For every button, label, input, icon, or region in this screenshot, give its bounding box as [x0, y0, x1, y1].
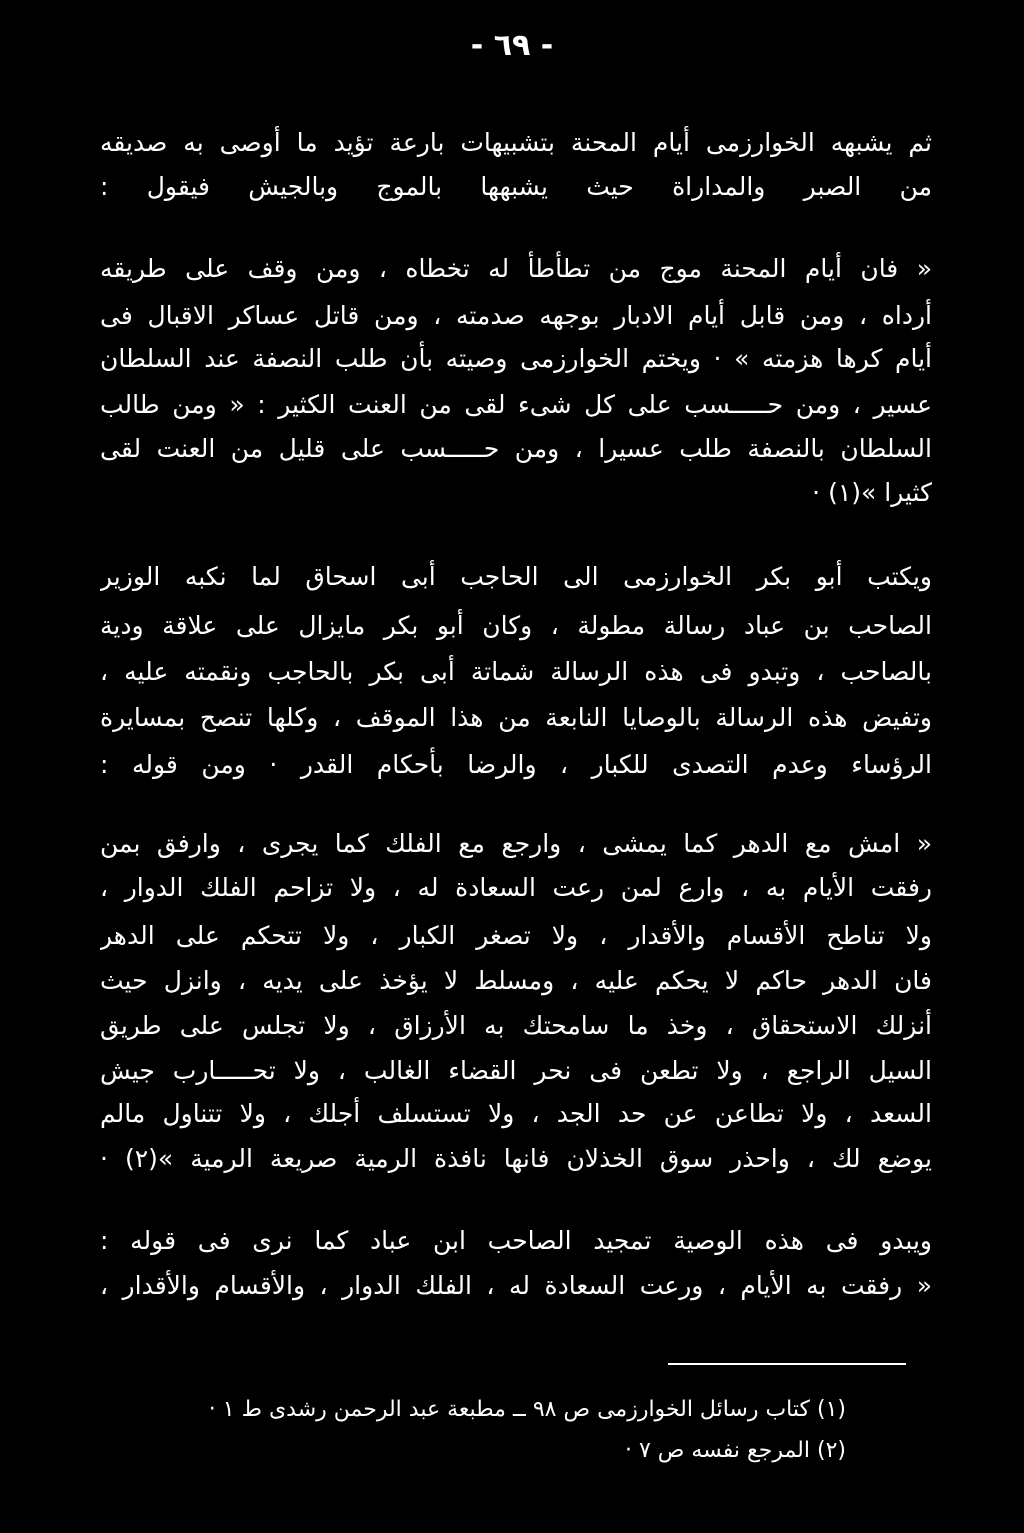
paragraph-3-line-1: ويكتب أبو بكر الخوارزمى الى الحاجب أبى اسحاق لما نكبه الوزير: [100, 562, 932, 591]
footnote-separator: [668, 1363, 906, 1365]
paragraph-4-line-8: يوضع لك ، واحذر سوق الخذلان فانها نافذة الرمية صريعة الرمية »(٢) ·: [100, 1144, 932, 1173]
paragraph-4-line-2: رفقت الأيام به ، وارع لمن رعت السعادة له ، ولا تزاحم الفلك الدوار ،: [100, 873, 932, 902]
paragraph-4-line-6: السيل الراجع ، ولا تطعن فى نحر القضاء الغالب ، ولا تحـــــارب جيش: [100, 1056, 932, 1085]
paragraph-2-line-3: أيام كرها هزمته » · ويختم الخوارزمى وصيته بأن طلب النصفة عند السلطان: [100, 344, 932, 373]
paragraph-1-line-2: من الصبر والمداراة حيث يشبهها بالموج وبالجيش فيقول :: [100, 172, 932, 201]
paragraph-2-line-5: السلطان بالنصفة طلب عسيرا ، ومن حـــــسب على قليل من العنت لقى: [100, 434, 932, 463]
paragraph-2-line-6: كثيرا »(١) ·: [812, 478, 932, 507]
footnote-1: (١) كتاب رسائل الخوارزمى ص ٩٨ ــ مطبعة عبد الرحمن رشدى ط ١ ·: [208, 1397, 846, 1422]
paragraph-5-line-1: ويبدو فى هذه الوصية تمجيد الصاحب ابن عباد كما نرى فى قوله :: [100, 1226, 932, 1255]
paragraph-4-line-4: فان الدهر حاكم لا يحكم عليه ، ومسلط لا يؤخذ على يديه ، وانزل حيث: [100, 966, 932, 995]
paragraph-4-line-1: « امش مع الدهر كما يمشى ، وارجع مع الفلك كما يجرى ، وارفق بمن: [100, 829, 932, 858]
paragraph-2-line-4: عسير ، ومن حـــــسب على كل شىء لقى من العنت الكثير : « ومن طالب: [100, 390, 932, 419]
paragraph-5-line-2: « رفقت به الأيام ، ورعت السعادة له ، الفلك الدوار ، والأقسام والأقدار ،: [100, 1271, 932, 1300]
paragraph-3-line-5: الرؤساء وعدم التصدى للكبار ، والرضا بأحكام القدر · ومن قوله :: [100, 750, 932, 779]
paragraph-3-line-3: بالصاحب ، وتبدو فى هذه الرسالة شماتة أبى بكر بالحاجب ونقمته عليه ،: [100, 657, 932, 686]
paragraph-4-line-7: السعد ، ولا تطاعن عن حد الجد ، ولا تستسلف أجلك ، ولا تتناول مالم: [100, 1099, 932, 1128]
paragraph-2-line-2: أرداه ، ومن قابل أيام الادبار بوجهه صدمته ، ومن قاتل عساكر الاقبال فى: [100, 301, 932, 330]
footnote-2: (٢) المرجع نفسه ص ٧ ·: [624, 1438, 846, 1463]
paragraph-3-line-2: الصاحب بن عباد رسالة مطولة ، وكان أبو بكر مايزال على علاقة ودية: [100, 611, 932, 640]
paragraph-3-line-4: وتفيض هذه الرسالة بالوصايا النابعة من هذا الموقف ، وكلها تنصح بمسايرة: [100, 703, 932, 732]
paragraph-4-line-5: أنزلك الاستحقاق ، وخذ ما سامحتك به الأرزاق ، ولا تجلس على طريق: [100, 1011, 932, 1040]
paragraph-1-line-1: ثم يشبهه الخوارزمى أيام المحنة بتشبيهات بارعة تؤيد ما أوصى به صديقه: [100, 128, 932, 157]
page-number: - ٦٩ -: [470, 28, 554, 63]
paragraph-2-line-1: « فان أيام المحنة موج من تطأطأ له تخطاه ، ومن وقف على طريقه: [100, 254, 932, 283]
paragraph-4-line-3: ولا تناطح الأقسام والأقدار ، ولا تصغر الكبار ، ولا تتحكم على الدهر: [100, 921, 932, 950]
